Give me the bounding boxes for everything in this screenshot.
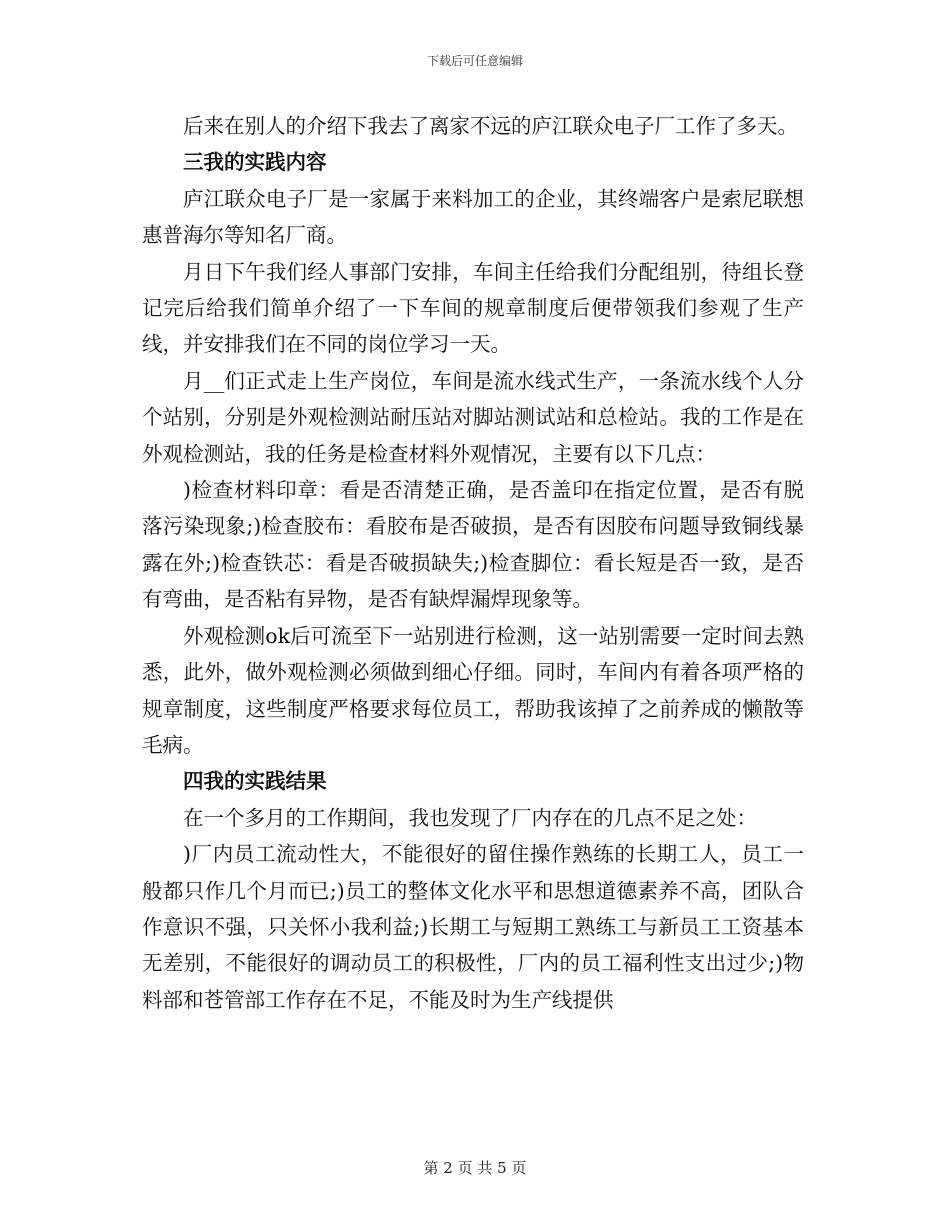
paragraph-shortcomings: )厂内员工流动性大，不能很好的留住操作熟练的长期工人，员工一般都只作几个月而已;)员工的整体文化水平和思想道德素养不高，团队合作意识不强，只关怀小我利益;)长期工与短期工熟练工与新员工工资基本无差别，不能很好的调动员工的积极性，厂内的员工福利性支出过少;)物料部和苍管部工作存在不足，不能及时为生产线提供 <box>142 842 804 1012</box>
paragraph-production: 月__们正式走上生产岗位，车间是流水线式生产，一条流水线个人分个站别，分别是外观检测站耐压站对脚站测试站和总检站。我的工作是在外观检测站，我的任务是检查材料外观情况，主要有以下几点： <box>142 368 804 466</box>
paragraph-arrangement: 月日下午我们经人事部门安排，车间主任给我们分配组别，待组长登记完后给我们简单介绍了一下车间的规章制度后便带领我们参观了生产线，并安排我们在不同的岗位学习一天。 <box>142 259 804 357</box>
section-heading-practice-content: 三我的实践内容 <box>183 150 327 175</box>
paragraph-next-station: 外观检测ok后可流至下一站别进行检测，这一站别需要一定时间去熟悉，此外，做外观检测必须做到细心仔细。同时，车间内有着各项严格的规章制度，这些制度严格要求每位员工，帮助我该掉了之前养成的懒散等毛病。 <box>142 623 804 757</box>
document-body <box>142 108 804 1018</box>
page-header: 下载后可任意编辑 <box>426 54 523 68</box>
paragraph-intro: 后来在别人的介绍下我去了离家不远的庐江联众电子厂工作了多天。 <box>183 114 798 138</box>
section-heading-practice-result: 四我的实践结果 <box>183 769 327 794</box>
paragraph-shortcomings-intro: 在一个多月的工作期间，我也发现了厂内存在的几点不足之处： <box>183 805 757 830</box>
paragraph-company: 庐江联众电子厂是一家属于来料加工的企业，其终端客户是索尼联想惠普海尔等知名厂商。 <box>142 186 804 248</box>
page-number: 第 2 页 共 5 页 <box>423 1159 527 1177</box>
paragraph-inspection-items: )检查材料印章：看是否清楚正确，是否盖印在指定位置，是否有脱落污染现象;)检查胶布：看胶布是否破损，是否有因胶布问题导致铜线暴露在外;)检查铁芯：看是否破损缺失;)检查脚位：看长短是否一致，是否有弯曲，是否粘有异物，是否有缺焊漏焊现象等。 <box>142 478 804 612</box>
